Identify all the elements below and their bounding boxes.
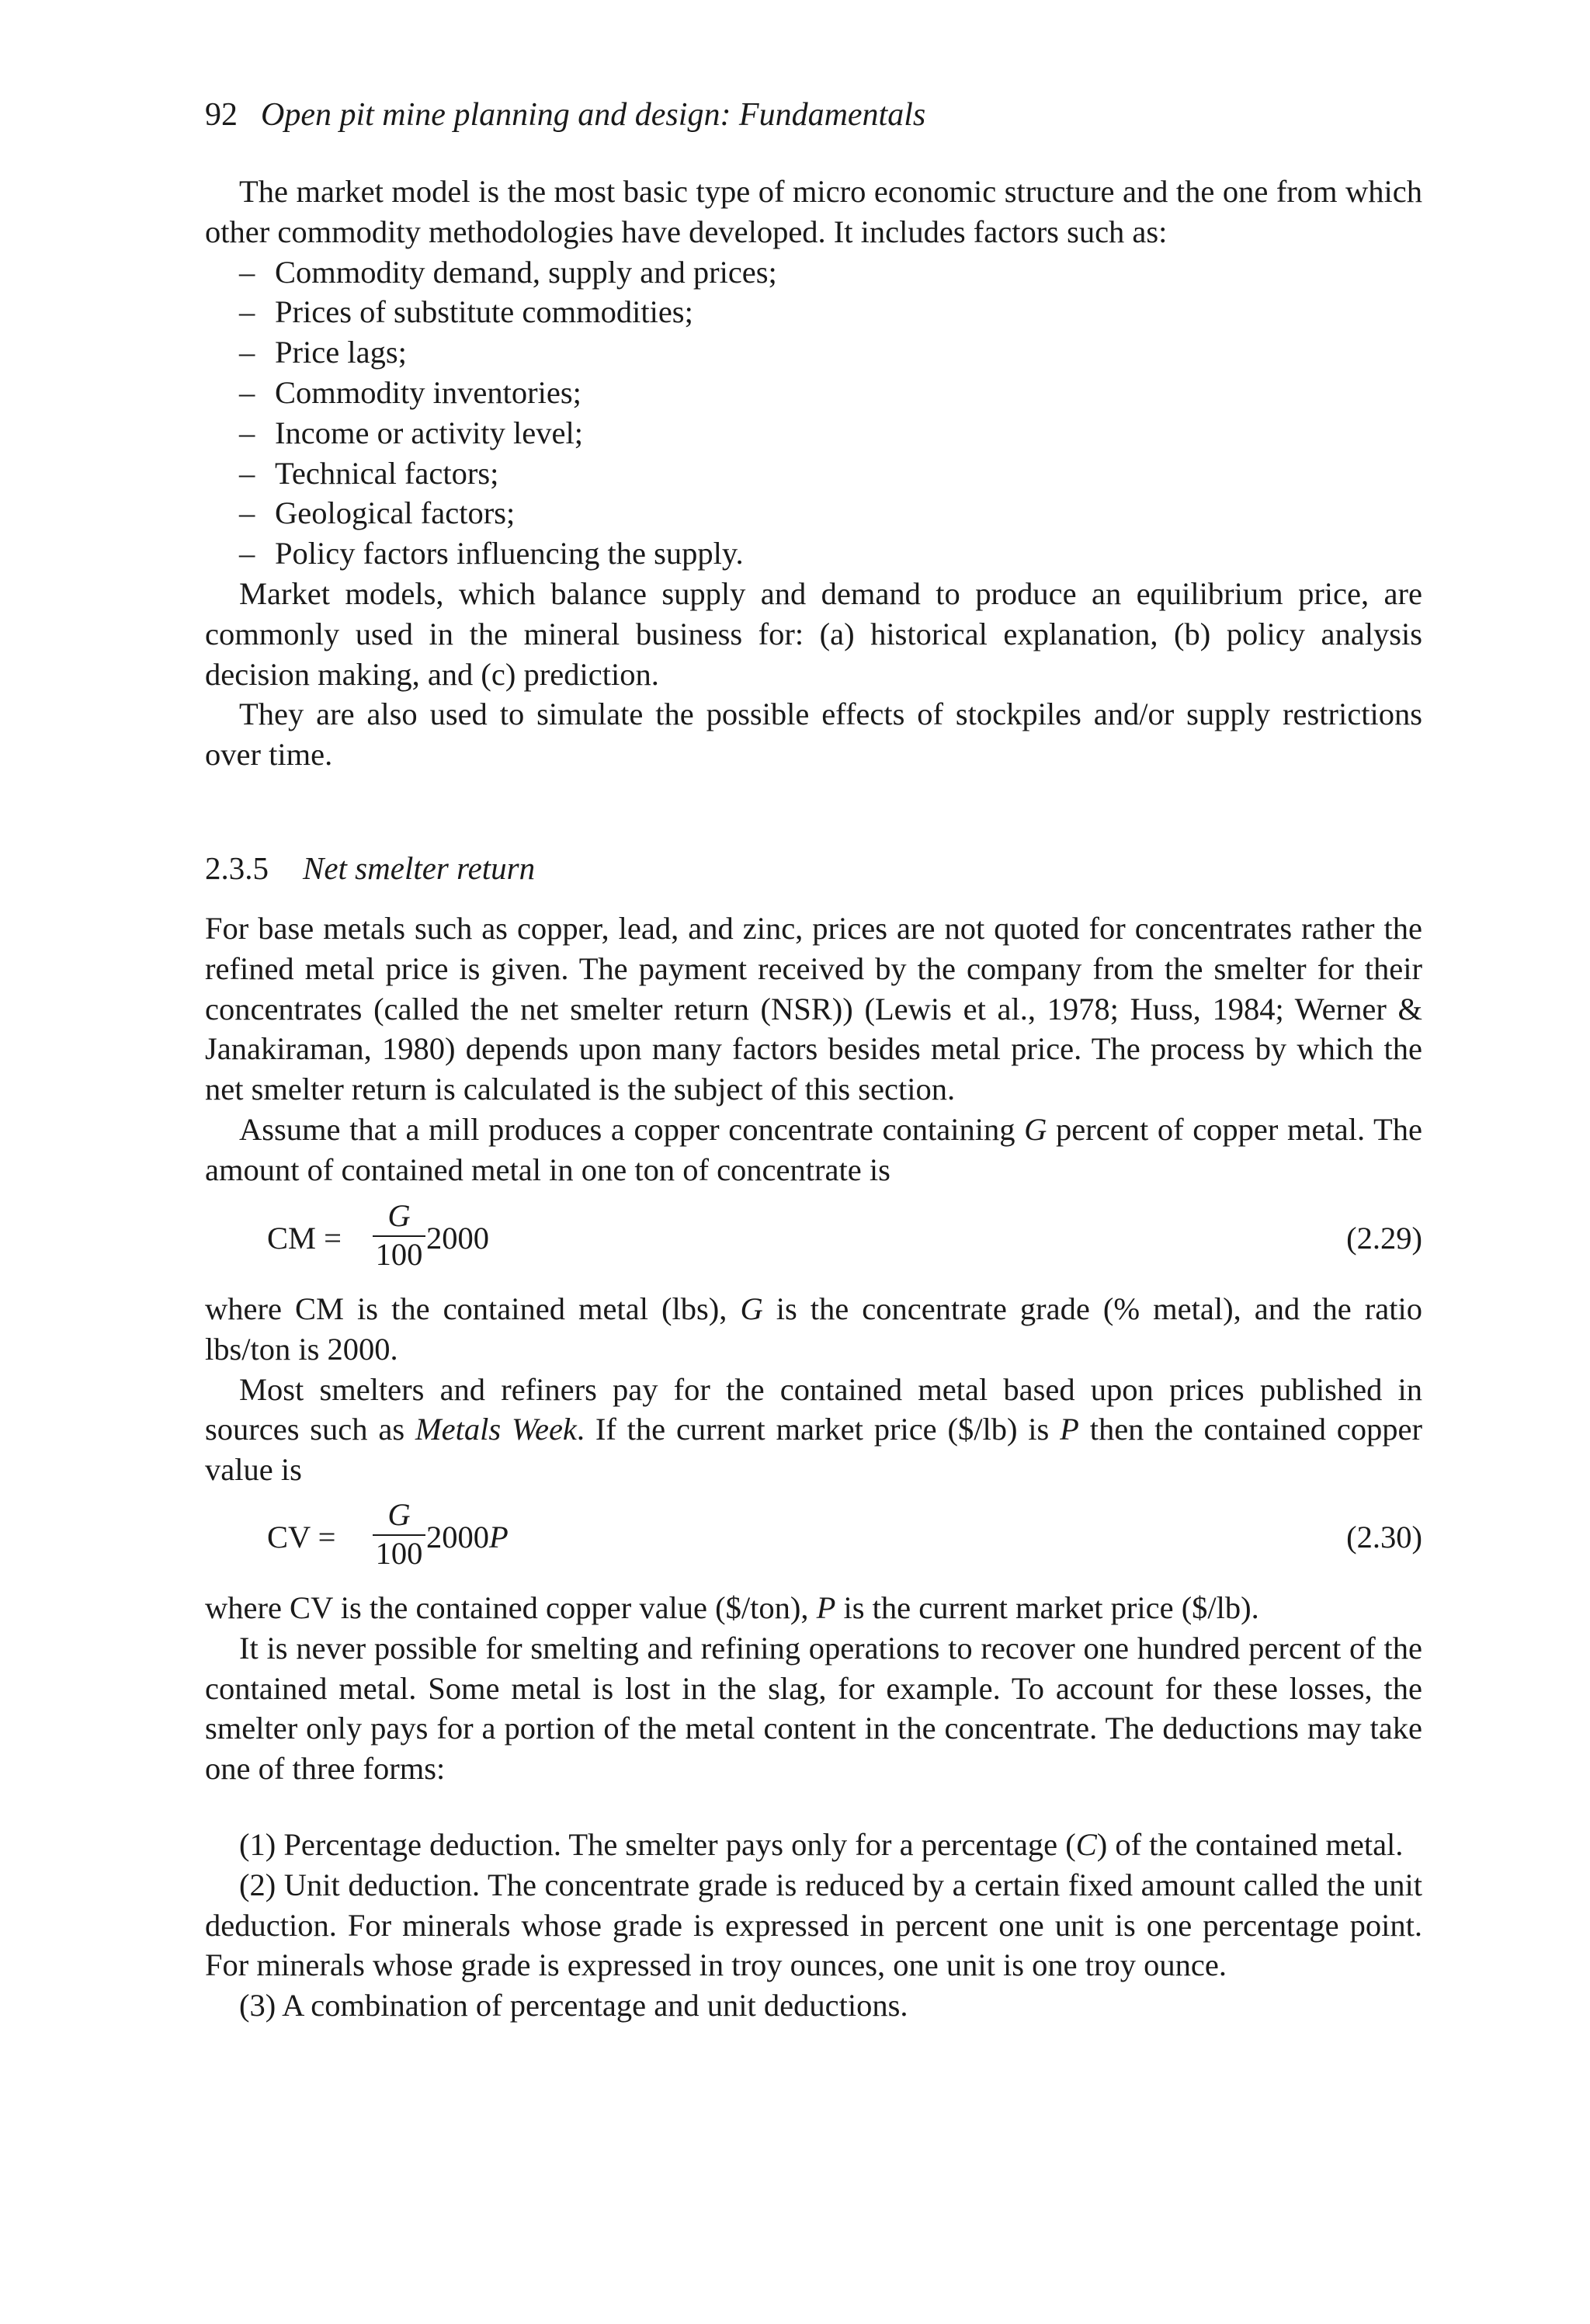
factor-text: Technical factors; — [275, 455, 499, 491]
eq2-numerator: G — [387, 1497, 411, 1532]
dash-marker: – — [239, 254, 255, 290]
intro-paragraph-2: Market models, which balance supply and demand to produce an equilibrium price, are commonly used in the mineral business for: (a) historical explanation, (b) policy analysis decision making, and (c) prediction. — [205, 575, 1422, 692]
eq1-fraction — [373, 1198, 425, 1273]
running-header — [205, 92, 925, 138]
nsr-paragraph-3: where CM is the contained metal (lbs), G is the concentrate grade (% metal), and the ratio lbs/ton is 2000. — [205, 1291, 1422, 1367]
deduction-forms-list — [205, 1825, 1422, 2026]
equation-2-29 — [205, 1198, 1422, 1284]
section-heading — [205, 846, 535, 890]
nsr-intro — [205, 908, 1422, 1190]
factor-text: Commodity demand, supply and prices; — [275, 254, 777, 290]
eq2-denominator: 100 — [375, 1536, 423, 1571]
section-number: 2.3.5 — [205, 850, 269, 886]
intro-paragraph-1: The market model is the most basic type of micro economic structure and the one from which other commodity methodologies have developed. It includes factors such as: — [205, 174, 1422, 249]
eq1-denominator: 100 — [375, 1237, 423, 1272]
factor-list-item — [205, 453, 1422, 494]
nsr-paragraph-1: For base metals such as copper, lead, and zinc, prices are not quoted for concentrates rather the refined metal price is given. The payment received by the company from the smelter for their concentrates (called the net smelter return (NSR)) (Lewis et al., 1978; Huss, 1984; Werner & Janakiraman, 1980) depends upon many factors besides metal price. The process by which the net smelter return is calculated is the subject of this section. — [205, 911, 1422, 1107]
nsr-deductions — [205, 1588, 1422, 1789]
dash-marker: – — [239, 374, 255, 410]
factor-list — [205, 252, 1422, 574]
eq2-fraction — [373, 1497, 425, 1572]
factor-list-item — [205, 332, 1422, 373]
deduction-item-3: (3) A combination of percentage and unit deductions. — [239, 1988, 908, 2024]
factor-text: Policy factors influencing the supply. — [275, 536, 744, 571]
factor-text: Income or activity level; — [275, 415, 583, 450]
intro-section — [205, 172, 1422, 775]
eq2-rhs: 2000P — [426, 1520, 509, 1555]
dash-marker: – — [239, 455, 255, 491]
nsr-paragraph-5: where CV is the contained copper value ($/ton), P is the current market price ($/lb). — [205, 1590, 1259, 1625]
factor-list-item — [205, 533, 1422, 574]
nsr-paragraph-4: Most smelters and refiners pay for the contained metal based upon prices published in sources such as Metals Week. If the current market price ($/lb) is P then the contained copper value is — [205, 1371, 1422, 1488]
eq1-number: (2.29) — [1346, 1221, 1422, 1256]
deduction-item-2: (2) Unit deduction. The concentrate grade is reduced by a certain fixed amount called the unit deduction. For minerals whose grade is expressed in percent one unit is one percentage point. For minerals whose grade is expressed in troy ounces, one unit is one troy ounce. — [205, 1867, 1422, 1983]
intro-paragraph-3: They are also used to simulate the possible effects of stockpiles and/or supply restrictions over time. — [205, 697, 1422, 773]
factor-list-item — [205, 493, 1422, 533]
dash-marker: – — [239, 294, 255, 330]
dash-marker: – — [239, 335, 255, 370]
nsr-paragraph-6: It is never possible for smelting and refining operations to recover one hundred percent of the contained metal. Some metal is lost in the slag, for example. To account for these losses, the smelter only pays for a portion of the metal content in the concentrate. The deductions may take one of three forms: — [205, 1630, 1422, 1787]
factor-text: Geological factors; — [275, 495, 516, 531]
eq1-lhs: CM = — [267, 1221, 342, 1256]
nsr-paragraph-2: Assume that a mill produces a copper concentrate containing G percent of copper metal. The amount of contained metal in one ton of concentrate is — [205, 1111, 1422, 1187]
eq1-numerator: G — [387, 1198, 411, 1233]
eq2-lhs: CV = — [267, 1520, 336, 1555]
dash-marker: – — [239, 495, 255, 531]
factor-text: Prices of substitute commodities; — [275, 294, 693, 330]
factor-list-item — [205, 252, 1422, 293]
factor-text: Commodity inventories; — [275, 374, 581, 410]
factor-list-item — [205, 292, 1422, 332]
deduction-item-1: (1) Percentage deduction. The smelter pays only for a percentage (C) of the contained metal. — [239, 1827, 1404, 1862]
page-number: 92 — [205, 97, 238, 133]
factor-text: Price lags; — [275, 335, 407, 370]
dash-marker: – — [239, 415, 255, 450]
dash-marker: – — [239, 536, 255, 571]
eq2-number: (2.30) — [1346, 1520, 1422, 1555]
factor-list-item — [205, 413, 1422, 453]
eq1-rhs: 2000 — [426, 1221, 489, 1256]
factor-list-item — [205, 373, 1422, 413]
equation-2-30 — [205, 1497, 1422, 1582]
section-title: Net smelter return — [303, 850, 536, 886]
nsr-middle — [205, 1289, 1422, 1490]
running-title: Open pit mine planning and design: Fundamentals — [261, 97, 926, 133]
